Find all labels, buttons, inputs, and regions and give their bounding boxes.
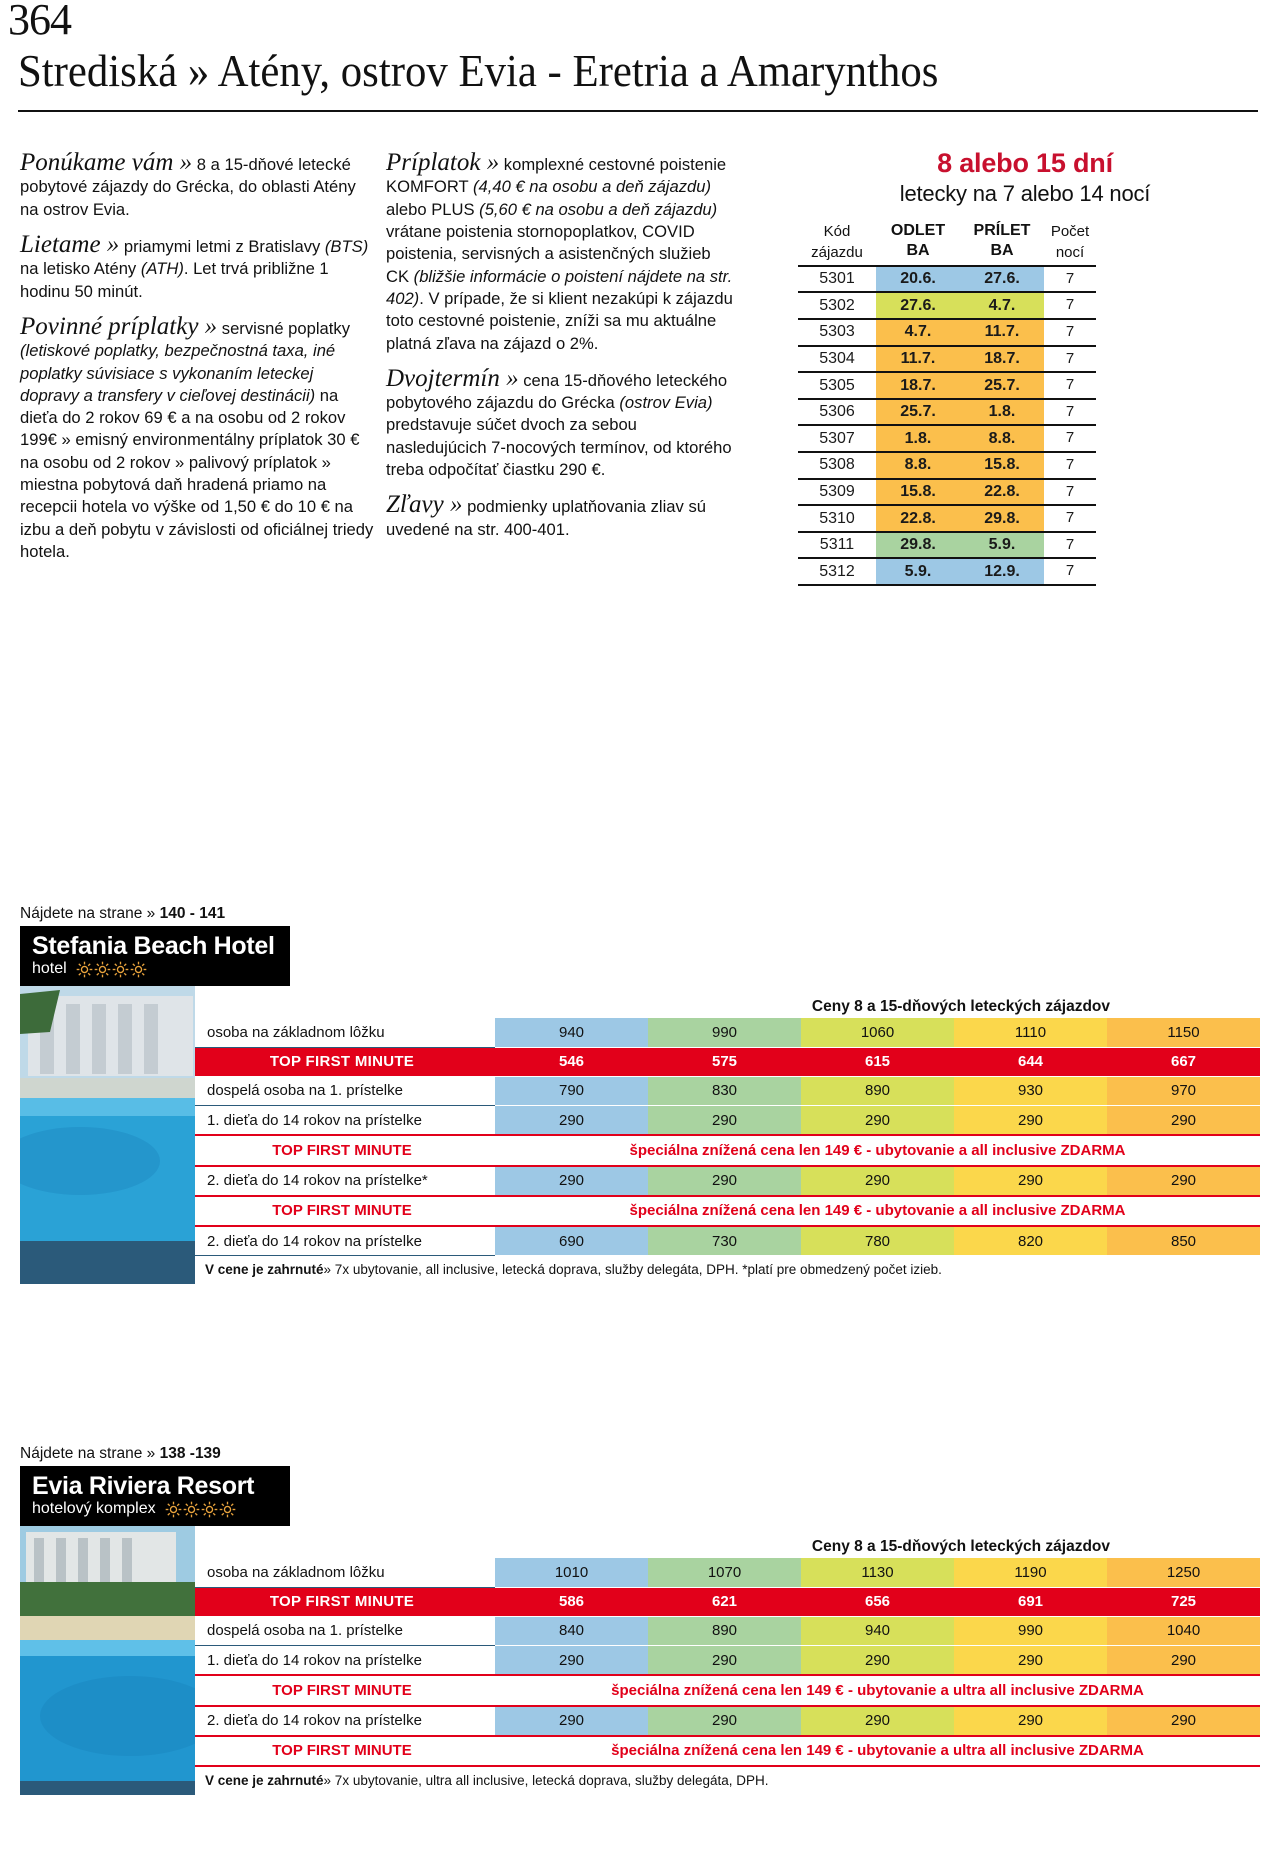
arrival-date: 27.6. <box>960 266 1044 293</box>
paragraph <box>20 232 375 303</box>
col-head-prilet-1: PRÍLET <box>973 222 1031 239</box>
hotel-body <box>20 1526 1260 1794</box>
price-cell: 890 <box>648 1616 801 1645</box>
row-label: TOP FIRST MINUTE <box>195 1736 495 1766</box>
col-head-nights-2: nocí <box>1044 241 1096 265</box>
price-cell: 546 <box>495 1047 648 1076</box>
price-cell: 290 <box>1107 1166 1260 1196</box>
price-cell: 290 <box>954 1106 1107 1136</box>
sun-rating <box>165 1501 236 1518</box>
price-cell: 725 <box>1107 1587 1260 1616</box>
page-title: Strediská » Atény, ostrov Evia - Eretria a Amarynthos <box>18 45 939 96</box>
price-cell: 1060 <box>801 1018 954 1047</box>
table-row <box>195 1047 1260 1076</box>
guillemet-icon: » <box>100 230 120 258</box>
sun-rating-icon <box>76 961 93 978</box>
find-on-label: Nájdete na strane » <box>20 905 156 922</box>
row-label: TOP FIRST MINUTE <box>195 1675 495 1705</box>
hotel-photo <box>20 1526 195 1781</box>
nights-count: 7 <box>1044 346 1096 373</box>
price-cell: 290 <box>801 1706 954 1736</box>
departure-date: 20.6. <box>876 266 960 293</box>
sun-rating-icon <box>219 1501 236 1518</box>
table-row <box>195 1018 1260 1047</box>
row-label: TOP FIRST MINUTE <box>195 1047 495 1076</box>
tour-code: 5311 <box>798 532 876 559</box>
price-table <box>195 1018 1260 1284</box>
special-offer-text: špeciálna znížená cena len 149 € - ubytovanie a ultra all inclusive ZDARMA <box>495 1675 1260 1705</box>
paragraph-lead: Ponúkame vám <box>20 149 174 176</box>
table-row <box>798 319 1096 346</box>
table-row <box>195 1766 1260 1795</box>
price-cell: 850 <box>1107 1226 1260 1256</box>
find-on-page <box>20 905 1260 923</box>
col-head-code-2: zájazdu <box>798 241 876 265</box>
tour-code: 5310 <box>798 505 876 532</box>
arrival-date: 11.7. <box>960 319 1044 346</box>
paragraph-body: 8 a 15-dňové letecké pobytové zájazdy do Grécka, do oblasti Atény na ostrov Evia. <box>20 155 356 219</box>
included-note-label: V cene je zahrnuté <box>205 1262 324 1278</box>
price-table <box>195 1558 1260 1794</box>
arrival-date: 15.8. <box>960 452 1044 479</box>
hotel-photo-frame <box>20 986 195 1284</box>
special-offer-text: špeciálna znížená cena len 149 € - ubytovanie a ultra all inclusive ZDARMA <box>495 1736 1260 1766</box>
paragraph <box>386 492 736 541</box>
hotel-category-label: hotel <box>32 960 67 978</box>
nights-count: 7 <box>1044 532 1096 559</box>
guillemet-icon: » <box>499 364 519 392</box>
table-row <box>798 372 1096 399</box>
departure-date: 27.6. <box>876 292 960 319</box>
tour-code: 5305 <box>798 372 876 399</box>
table-row <box>798 505 1096 532</box>
price-cell: 940 <box>801 1616 954 1645</box>
price-cell: 930 <box>954 1076 1107 1105</box>
guillemet-icon: » <box>480 149 500 176</box>
hotel-block <box>20 905 1260 1284</box>
find-on-pages: 140 - 141 <box>159 905 226 922</box>
departure-date: 11.7. <box>876 346 960 373</box>
price-cell: 790 <box>495 1076 648 1105</box>
hotel-name-bar <box>20 1466 290 1526</box>
paragraph <box>20 150 375 221</box>
paragraph-lead: Príplatok <box>386 149 481 176</box>
table-row <box>798 558 1096 585</box>
paragraph-lead: Dvojtermín <box>386 364 500 392</box>
included-note <box>195 1256 1260 1284</box>
price-cell: 890 <box>801 1076 954 1105</box>
price-table-caption: Ceny 8 a 15-dňových leteckých zájazdov <box>811 1538 1110 1556</box>
included-note <box>195 1766 1260 1795</box>
table-row <box>195 1135 1260 1165</box>
tour-code: 5303 <box>798 319 876 346</box>
col-head-odlet-1: ODLET <box>890 222 946 239</box>
price-cell: 644 <box>954 1047 1107 1076</box>
paragraph-body: komplexné cestovné poistenie KOMFORT (4,40 € na osobu a deň zájazdu) alebo PLUS (5,60 € na osobu a deň zájazdu) vrátane poistenia stornopoplatkov, COVID poistenia, servisných a asistenčných služieb CK (bližšie informácie o poistení nájdete na str. 402). V prípade, že si klient nezakúpi k zájazdu toto cestovné poistenie, zníži sa mu aktuálne platná zľava na zájazd o 2%. <box>386 155 733 353</box>
sun-rating <box>76 961 147 978</box>
price-cell: 691 <box>954 1587 1107 1616</box>
paragraph-lead: Lietame <box>20 230 101 258</box>
special-offer-text: špeciálna znížená cena len 149 € - ubytovanie a all inclusive ZDARMA <box>495 1135 1260 1165</box>
price-cell: 290 <box>1107 1106 1260 1136</box>
departures-heading: 8 alebo 15 dní <box>937 148 1113 178</box>
table-row <box>195 1106 1260 1136</box>
paragraph-lead: Povinné príplatky <box>20 312 199 340</box>
hotel-photo-frame <box>20 1526 195 1794</box>
find-on-label: Nájdete na strane » <box>20 1445 156 1462</box>
nights-count: 7 <box>1044 292 1096 319</box>
price-cell: 1250 <box>1107 1558 1260 1587</box>
guillemet-icon: » <box>173 149 193 176</box>
price-cell: 290 <box>1107 1646 1260 1676</box>
price-cell: 290 <box>648 1166 801 1196</box>
price-cell: 940 <box>495 1018 648 1047</box>
price-cell: 621 <box>648 1587 801 1616</box>
price-cell: 1110 <box>954 1018 1107 1047</box>
sun-rating-icon <box>94 961 111 978</box>
price-table-wrap <box>195 1526 1260 1794</box>
arrival-date: 8.8. <box>960 425 1044 452</box>
price-cell: 1010 <box>495 1558 648 1587</box>
price-cell: 1070 <box>648 1558 801 1587</box>
price-cell: 290 <box>801 1166 954 1196</box>
price-cell: 290 <box>495 1706 648 1736</box>
table-row <box>798 425 1096 452</box>
tour-code: 5309 <box>798 479 876 506</box>
arrival-date: 25.7. <box>960 372 1044 399</box>
col-head-nights-1: Počet <box>1050 223 1090 241</box>
hotel-body <box>20 986 1260 1284</box>
price-cell: 1150 <box>1107 1018 1260 1047</box>
departure-date: 15.8. <box>876 479 960 506</box>
price-cell: 1130 <box>801 1558 954 1587</box>
included-note-text: » 7x ubytovanie, ultra all inclusive, letecká doprava, služby delegáta, DPH. <box>323 1773 769 1788</box>
row-label: osoba na základnom lôžku <box>195 1018 495 1047</box>
price-cell: 290 <box>495 1646 648 1676</box>
price-cell: 615 <box>801 1047 954 1076</box>
nights-count: 7 <box>1044 505 1096 532</box>
nights-count: 7 <box>1044 558 1096 585</box>
tour-code: 5307 <box>798 425 876 452</box>
row-label: 2. dieťa do 14 rokov na prístelke <box>195 1226 495 1256</box>
tour-code: 5302 <box>798 292 876 319</box>
price-cell: 290 <box>801 1106 954 1136</box>
price-table-caption-row <box>195 1526 1260 1558</box>
hotel-name: Evia Riviera Resort <box>32 1472 255 1500</box>
row-label: 2. dieťa do 14 rokov na prístelke <box>195 1706 495 1736</box>
price-cell: 990 <box>954 1616 1107 1645</box>
table-row <box>195 1558 1260 1587</box>
departure-date: 18.7. <box>876 372 960 399</box>
included-note-label: V cene je zahrnuté <box>205 1773 324 1788</box>
find-on-page <box>20 1445 1260 1463</box>
departure-date: 8.8. <box>876 452 960 479</box>
price-cell: 690 <box>495 1226 648 1256</box>
nights-count: 7 <box>1044 319 1096 346</box>
title-divider <box>18 110 1258 112</box>
table-row <box>798 266 1096 293</box>
price-cell: 830 <box>648 1076 801 1105</box>
row-label: TOP FIRST MINUTE <box>195 1587 495 1616</box>
hotel-block <box>20 1445 1260 1795</box>
price-cell: 290 <box>648 1706 801 1736</box>
row-label: 1. dieťa do 14 rokov na prístelke <box>195 1646 495 1676</box>
tour-code: 5312 <box>798 558 876 585</box>
nights-count: 7 <box>1044 452 1096 479</box>
departures-subheading: letecky na 7 alebo 14 nocí <box>899 181 1151 206</box>
sun-rating-icon <box>201 1501 218 1518</box>
guillemet-icon: » <box>198 312 218 340</box>
sun-rating-icon <box>130 961 147 978</box>
paragraph-body: cena 15-dňového leteckého pobytového zájazdu do Grécka (ostrov Evia) predstavuje súčet dvoch za sebou nasledujúcich 7-nocových termínov, od ktorého treba odpočítať čiastku 290 €. <box>386 370 732 480</box>
departure-date: 5.9. <box>876 558 960 585</box>
price-cell: 290 <box>954 1646 1107 1676</box>
price-cell: 290 <box>954 1166 1107 1196</box>
departures-table <box>798 221 1096 586</box>
hotel-category <box>32 1500 278 1518</box>
arrival-date: 18.7. <box>960 346 1044 373</box>
table-row <box>798 346 1096 373</box>
tour-code: 5301 <box>798 266 876 293</box>
tour-code: 5304 <box>798 346 876 373</box>
arrival-date: 4.7. <box>960 292 1044 319</box>
col-head-odlet-2: BA <box>876 241 960 265</box>
departure-date: 4.7. <box>876 319 960 346</box>
price-cell: 667 <box>1107 1047 1260 1076</box>
price-table-caption-row <box>195 986 1260 1018</box>
special-offer-text: špeciálna znížená cena len 149 € - ubytovanie a all inclusive ZDARMA <box>495 1196 1260 1226</box>
table-row <box>798 452 1096 479</box>
paragraph <box>20 314 375 563</box>
price-cell: 1040 <box>1107 1616 1260 1645</box>
paragraph-body: priamymi letmi z Bratislavy (BTS) na letisko Atény (ATH). Let trvá približne 1 hodinu 50 minút. <box>20 236 369 301</box>
paragraph-body: podmienky uplatňovania zliav sú uvedené na str. 400-401. <box>386 497 706 539</box>
find-on-pages: 138 -139 <box>159 1445 221 1462</box>
table-row <box>798 532 1096 559</box>
paragraph <box>386 150 736 355</box>
price-cell: 820 <box>954 1226 1107 1256</box>
paragraph-lead: Zľavy <box>386 491 444 519</box>
table-row <box>195 1706 1260 1736</box>
row-label: 2. dieťa do 14 rokov na prístelke* <box>195 1166 495 1196</box>
price-cell: 656 <box>801 1587 954 1616</box>
text-column-left <box>20 150 375 574</box>
table-row <box>195 1196 1260 1226</box>
table-row <box>195 1675 1260 1705</box>
arrival-date: 1.8. <box>960 399 1044 426</box>
arrival-date: 29.8. <box>960 505 1044 532</box>
guillemet-icon: » <box>443 491 463 519</box>
nights-count: 7 <box>1044 372 1096 399</box>
table-row <box>195 1646 1260 1676</box>
tour-code: 5308 <box>798 452 876 479</box>
nights-count: 7 <box>1044 479 1096 506</box>
col-head-code-1: Kód <box>823 223 851 241</box>
sun-rating-icon <box>112 961 129 978</box>
hotel-category-label: hotelový komplex <box>32 1500 156 1518</box>
price-cell: 290 <box>495 1106 648 1136</box>
sun-rating-icon <box>183 1501 200 1518</box>
nights-count: 7 <box>1044 266 1096 293</box>
price-cell: 970 <box>1107 1076 1260 1105</box>
price-cell: 840 <box>495 1616 648 1645</box>
table-row <box>798 292 1096 319</box>
nights-count: 7 <box>1044 399 1096 426</box>
price-cell: 730 <box>648 1226 801 1256</box>
included-note-text: » 7x ubytovanie, all inclusive, letecká doprava, služby delegáta, DPH. *platí pre obmedzený počet izieb. <box>323 1262 942 1278</box>
price-cell: 290 <box>495 1166 648 1196</box>
row-label: dospelá osoba na 1. prístelke <box>195 1616 495 1645</box>
departure-date: 25.7. <box>876 399 960 426</box>
table-row <box>195 1736 1260 1766</box>
col-head-prilet-2: BA <box>960 241 1044 265</box>
row-label: TOP FIRST MINUTE <box>195 1196 495 1226</box>
row-label: dospelá osoba na 1. prístelke <box>195 1076 495 1105</box>
paragraph <box>386 366 736 482</box>
hotel-category <box>32 960 278 978</box>
departure-date: 22.8. <box>876 505 960 532</box>
departures-panel <box>790 148 1260 586</box>
hotel-name: Stefania Beach Hotel <box>32 932 275 960</box>
page-title-wrap <box>18 44 1262 97</box>
price-cell: 1190 <box>954 1558 1107 1587</box>
price-table-wrap <box>195 986 1260 1284</box>
price-cell: 290 <box>648 1646 801 1676</box>
price-cell: 586 <box>495 1587 648 1616</box>
table-row <box>195 1166 1260 1196</box>
arrival-date: 22.8. <box>960 479 1044 506</box>
departure-date: 29.8. <box>876 532 960 559</box>
row-label: TOP FIRST MINUTE <box>195 1135 495 1165</box>
paragraph-body: servisné poplatky (letiskové poplatky, bezpečnostná taxa, iné poplatky súvisiace s vykonaním leteckej dopravy a transfery v cieľovej destinácii) na dieťa do 2 rokov 69 € a na osobu od 2 rokov 199€ » emisný environmentálny príplatok 30 € na osobu od 2 rokov » palivový príplatok » miestna pobytová daň hradená priamo na recepcii hotela vo výške od 1,50 € do 10 € na izbu a deň pobytu v závislosti od oficiálnej triedy hotela. <box>20 318 374 561</box>
table-row <box>195 1587 1260 1616</box>
hotel-photo <box>20 986 195 1241</box>
sun-rating-icon <box>165 1501 182 1518</box>
table-row <box>195 1616 1260 1645</box>
hotel-name-bar <box>20 926 290 986</box>
table-row <box>195 1226 1260 1256</box>
price-cell: 290 <box>648 1106 801 1136</box>
price-cell: 290 <box>1107 1706 1260 1736</box>
price-table-caption: Ceny 8 a 15-dňových leteckých zájazdov <box>811 998 1110 1016</box>
row-label: osoba na základnom lôžku <box>195 1558 495 1587</box>
text-column-middle <box>386 150 736 552</box>
row-label: 1. dieťa do 14 rokov na prístelke <box>195 1106 495 1136</box>
price-cell: 290 <box>801 1646 954 1676</box>
price-cell: 575 <box>648 1047 801 1076</box>
table-row <box>195 1076 1260 1105</box>
page-number: 364 <box>8 0 71 44</box>
arrival-date: 5.9. <box>960 532 1044 559</box>
price-cell: 290 <box>954 1706 1107 1736</box>
table-row <box>798 399 1096 426</box>
price-cell: 990 <box>648 1018 801 1047</box>
table-row <box>798 479 1096 506</box>
price-cell: 780 <box>801 1226 954 1256</box>
arrival-date: 12.9. <box>960 558 1044 585</box>
departure-date: 1.8. <box>876 425 960 452</box>
tour-code: 5306 <box>798 399 876 426</box>
nights-count: 7 <box>1044 425 1096 452</box>
table-row <box>195 1256 1260 1284</box>
